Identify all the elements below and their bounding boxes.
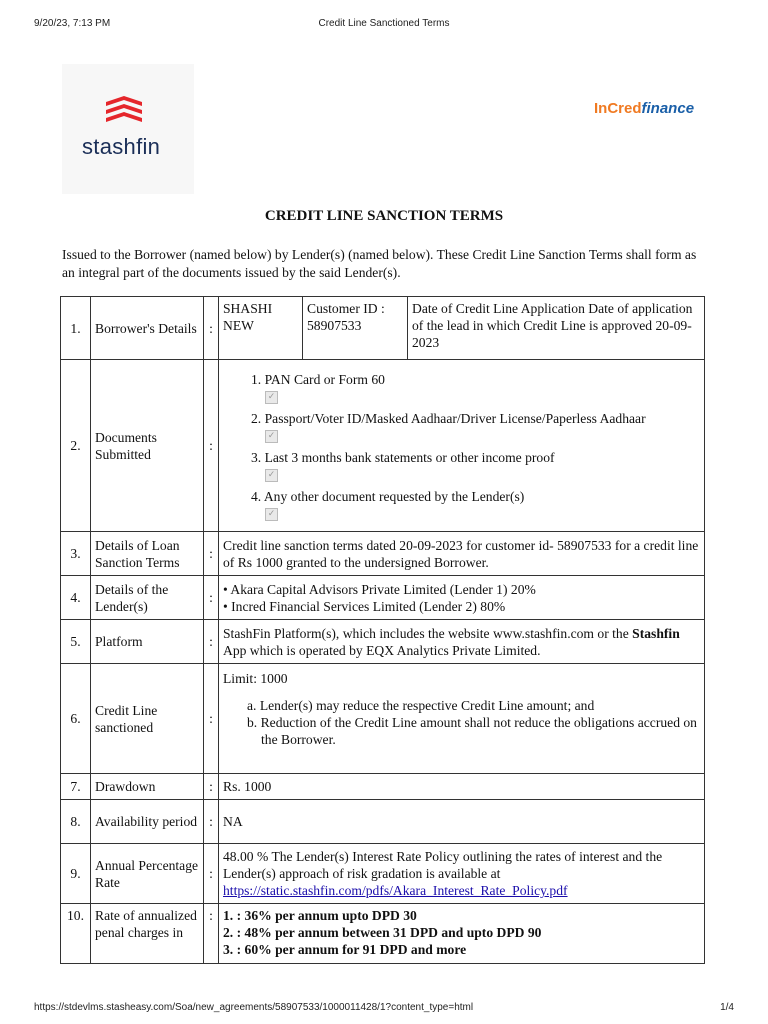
table-row xyxy=(61,532,705,576)
credit-limit: Limit: 1000 xyxy=(223,671,288,686)
row-number: 3. xyxy=(61,532,91,576)
credit-line-cell xyxy=(219,664,705,774)
print-url: https://stdevlms.stasheasy.com/Soa/new_agreements/58907533/1000011428/1?content_type=html xyxy=(34,1002,474,1013)
table-row xyxy=(61,297,705,360)
row-number: 1. xyxy=(61,297,91,360)
row-number: 6. xyxy=(61,664,91,774)
row-label: Details of the Lender(s) xyxy=(91,576,204,620)
finance-wordmark: finance xyxy=(641,100,695,117)
platform-bold: Stashfin xyxy=(632,625,680,641)
loan-sanction-value: Credit line sanction terms dated 20-09-2023 for customer id- 58907533 for a credit line of Rs 1000 granted to the undersigned Borrower. xyxy=(219,532,705,576)
row-colon: : xyxy=(204,844,219,904)
list-item: b. Reduction of the Credit Line amount shall not reduce the obligations accrued on the Borrower. xyxy=(247,715,697,747)
penal-charge-2: 2. : 48% per annum between 31 DPD and upto DPD 90 xyxy=(223,925,542,940)
row-label: Platform xyxy=(91,620,204,664)
availability-value: NA xyxy=(219,800,705,844)
platform-text: StashFin Platform(s), which includes the website www.stashfin.com or the xyxy=(223,625,629,641)
apr-cell xyxy=(219,844,705,904)
row-label: Documents Submitted xyxy=(91,360,204,532)
penal-charges-cell xyxy=(219,904,705,964)
row-number: 5. xyxy=(61,620,91,664)
row-colon: : xyxy=(204,774,219,800)
stashfin-mark-icon xyxy=(102,94,146,130)
document-text: 1. PAN Card or Form 60 xyxy=(251,371,385,387)
intro-paragraph: Issued to the Borrower (named below) by Lender(s) (named below). These Credit Line Sanction Terms shall form as an integral part of the documents issued by the said Lender(s). xyxy=(62,247,697,280)
list-item xyxy=(251,371,700,404)
row-label: Availability period xyxy=(91,800,204,844)
table-row xyxy=(61,844,705,904)
row-number: 2. xyxy=(61,360,91,532)
table-row xyxy=(61,620,705,664)
row-label: Drawdown xyxy=(91,774,204,800)
penal-charge-3: 3. : 60% per annum for 91 DPD and more xyxy=(223,942,467,957)
list-item xyxy=(251,488,700,521)
row-label: Details of Loan Sanction Terms xyxy=(91,532,204,576)
list-item xyxy=(251,410,700,443)
platform-text-2: App which is operated by EQX Analytics Private Limited. xyxy=(223,642,541,658)
credit-conditions xyxy=(223,697,700,748)
interest-policy-link[interactable]: https://static.stashfin.com/pdfs/Akara_Interest_Rate_Policy.pdf xyxy=(223,883,568,898)
lenders-cell xyxy=(219,576,705,620)
row-colon: : xyxy=(204,904,219,964)
customer-id: Customer ID : 58907533 xyxy=(303,297,408,359)
document-title: CREDIT LINE SANCTION TERMS xyxy=(264,208,504,224)
list-item: a. Lender(s) may reduce the respective Credit Line amount; and xyxy=(247,698,595,713)
lender-2: • Incred Financial Services Limited (Lender 2) 80% xyxy=(223,598,506,614)
row-colon: : xyxy=(204,664,219,774)
table-row xyxy=(61,904,705,964)
row-label: Borrower's Details xyxy=(91,297,204,360)
documents-list xyxy=(223,371,700,521)
row-colon: : xyxy=(204,532,219,576)
incred-logo xyxy=(594,100,694,117)
document-text: 4. Any other document requested by the Lender(s) xyxy=(251,488,525,504)
page-number: 1/4 xyxy=(720,1002,734,1013)
print-datetime: 9/20/23, 7:13 PM xyxy=(34,18,111,29)
row-colon: : xyxy=(204,297,219,360)
row-label: Annual Percentage Rate xyxy=(91,844,204,904)
documents-cell xyxy=(219,360,705,532)
document-text: 2. Passport/Voter ID/Masked Aadhaar/Driver License/Paperless Aadhaar xyxy=(251,410,646,426)
table-row xyxy=(61,774,705,800)
terms-table xyxy=(60,296,705,964)
row-colon: : xyxy=(204,360,219,532)
row-label: Credit Line sanctioned xyxy=(91,664,204,774)
print-title: Credit Line Sanctioned Terms xyxy=(318,18,450,29)
row-label: Rate of annualized penal charges in xyxy=(91,904,204,964)
checkbox-icon: ✓ xyxy=(265,430,278,443)
incred-wordmark: InCred xyxy=(594,100,642,117)
row-number: 8. xyxy=(61,800,91,844)
table-row xyxy=(61,664,705,774)
row-colon: : xyxy=(204,800,219,844)
checkbox-icon: ✓ xyxy=(265,391,278,404)
table-row xyxy=(61,360,705,532)
document-text: 3. Last 3 months bank statements or other income proof xyxy=(251,449,555,465)
application-date: Date of Credit Line Application Date of application of the lead in which Credit Line is approved 20-09-2023 xyxy=(412,301,693,350)
stashfin-wordmark: stashfin xyxy=(82,134,161,159)
stashfin-logo xyxy=(62,64,194,194)
borrower-details-cell xyxy=(219,297,705,360)
platform-cell xyxy=(219,620,705,664)
table-row xyxy=(61,800,705,844)
checkbox-icon: ✓ xyxy=(265,469,278,482)
print-header xyxy=(0,8,768,28)
row-number: 10. xyxy=(61,904,91,964)
row-colon: : xyxy=(204,576,219,620)
lender-1: • Akara Capital Advisors Private Limited (Lender 1) 20% xyxy=(223,581,536,597)
row-number: 4. xyxy=(61,576,91,620)
row-number: 9. xyxy=(61,844,91,904)
checkbox-icon: ✓ xyxy=(265,508,278,521)
apr-text: 48.00 % The Lender(s) Interest Rate Policy outlining the rates of interest and the Lender(s) approach of risk gradation is available at xyxy=(223,849,663,881)
list-item xyxy=(251,449,700,482)
print-footer xyxy=(0,1000,768,1024)
drawdown-value: Rs. 1000 xyxy=(219,774,705,800)
row-colon: : xyxy=(204,620,219,664)
table-row xyxy=(61,576,705,620)
penal-charge-1: 1. : 36% per annum upto DPD 30 xyxy=(223,908,417,923)
borrower-name: SHASHI NEW xyxy=(219,297,303,359)
row-number: 7. xyxy=(61,774,91,800)
